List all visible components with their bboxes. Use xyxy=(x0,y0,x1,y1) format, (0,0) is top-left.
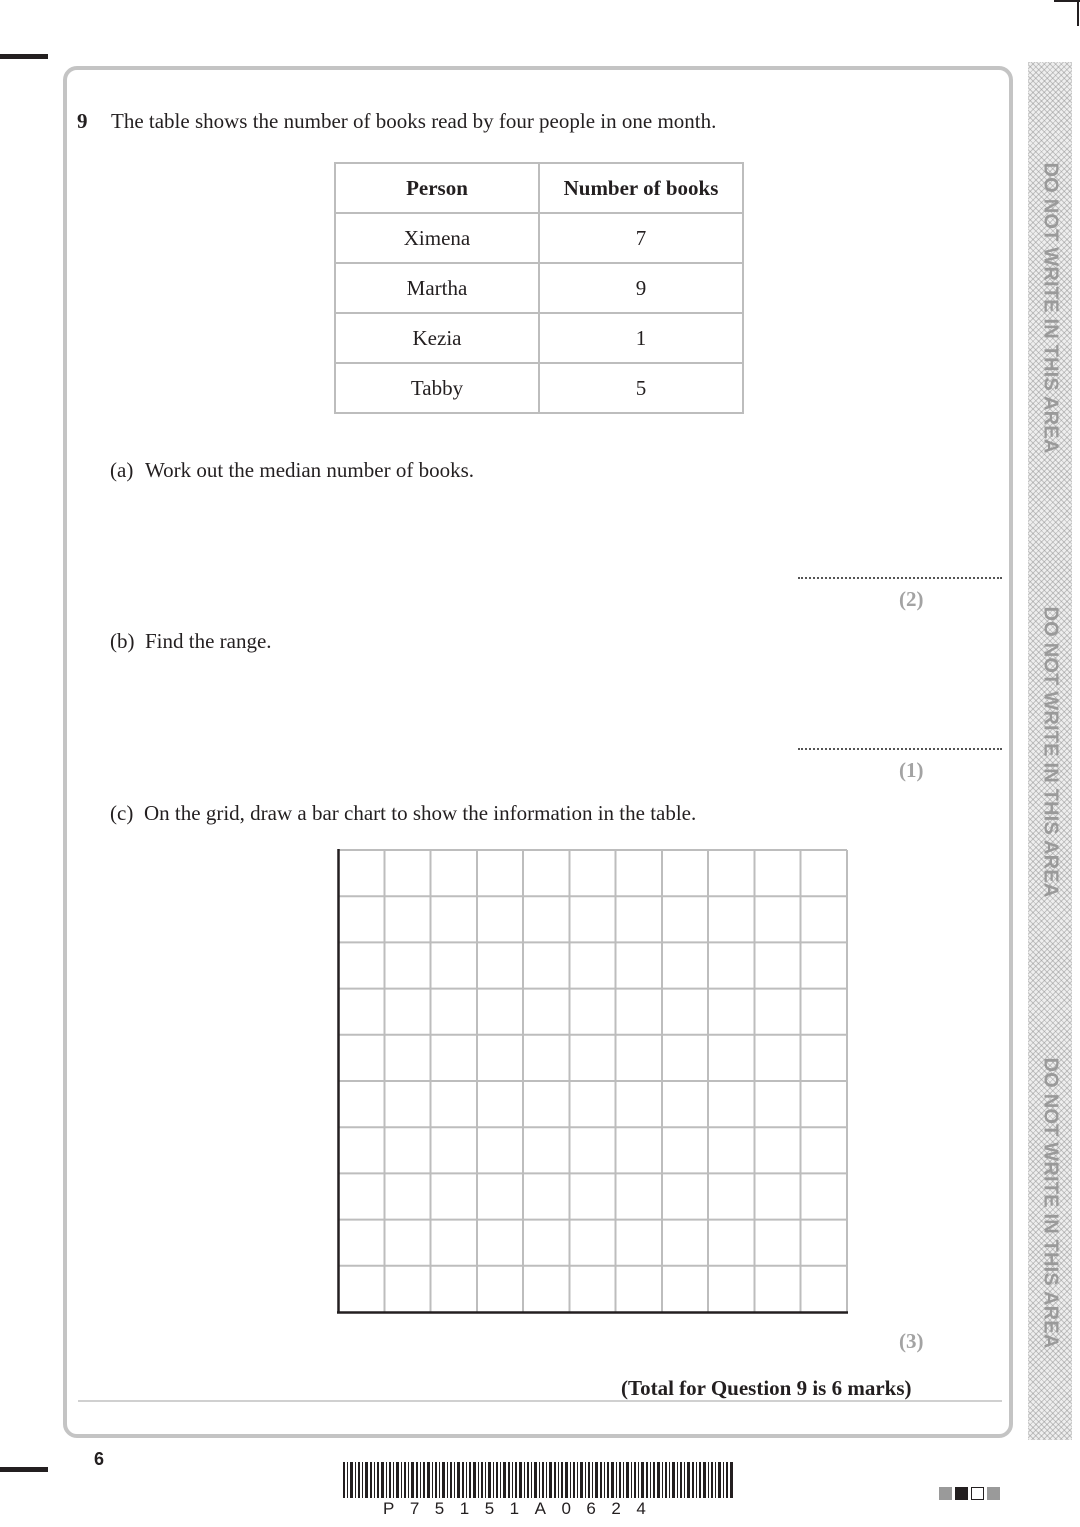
side-notice-2: DO NOT WRITE IN THIS AREA xyxy=(1039,606,1062,898)
table-row xyxy=(335,263,743,313)
table-cell-person: Ximena xyxy=(335,213,539,263)
part-a-answer-line[interactable] xyxy=(798,577,1002,579)
page-marker-square-4 xyxy=(987,1487,1000,1500)
table-cell-person: Martha xyxy=(335,263,539,313)
crop-mark-top-left xyxy=(0,54,48,59)
total-rule xyxy=(78,1400,1002,1402)
part-b-answer-line[interactable] xyxy=(798,748,1002,750)
page-marker-square-1 xyxy=(939,1487,952,1500)
grid-lines xyxy=(338,850,847,1312)
part-a-marks: (2) xyxy=(899,587,924,611)
table-cell-books: 7 xyxy=(539,213,743,263)
crop-mark-top-right-v xyxy=(1077,0,1079,26)
part-b-label: (b) xyxy=(110,629,135,653)
part-c-label: (c) xyxy=(110,801,134,825)
crop-mark-bottom-left xyxy=(0,1467,48,1472)
table-header-books: Number of books xyxy=(539,163,743,213)
table-header-person: Person xyxy=(335,163,539,213)
part-a-label: (a) xyxy=(110,458,134,482)
table-cell-person: Tabby xyxy=(335,363,539,413)
barcode xyxy=(343,1462,737,1500)
table-row xyxy=(335,213,743,263)
question-total: (Total for Question 9 is 6 marks) xyxy=(621,1376,912,1400)
part-b-text: Find the range. xyxy=(145,629,272,653)
part-c-marks: (3) xyxy=(899,1329,924,1353)
page-marker-square-2 xyxy=(955,1487,968,1500)
table-cell-books: 9 xyxy=(539,263,743,313)
table-cell-person: Kezia xyxy=(335,313,539,363)
part-b-marks: (1) xyxy=(899,758,924,782)
question-stem: The table shows the number of books read by four people in one month. xyxy=(111,109,717,133)
page-number: 6 xyxy=(94,1449,105,1469)
table-cell-books: 5 xyxy=(539,363,743,413)
table-row xyxy=(335,313,743,363)
books-table xyxy=(334,162,744,414)
table-header-row xyxy=(335,163,743,213)
table-cell-books: 1 xyxy=(539,313,743,363)
part-a-text: Work out the median number of books. xyxy=(145,458,474,482)
side-notice-1: DO NOT WRITE IN THIS AREA xyxy=(1039,162,1062,454)
answer-grid[interactable] xyxy=(337,849,849,1315)
barcode-number: P75151A0624 xyxy=(383,1499,662,1518)
table-row xyxy=(335,363,743,413)
side-notice-3: DO NOT WRITE IN THIS AREA xyxy=(1039,1057,1062,1349)
part-c-text: On the grid, draw a bar chart to show the information in the table. xyxy=(144,801,697,825)
page-marker-square-3 xyxy=(971,1487,984,1500)
question-number: 9 xyxy=(77,109,88,133)
